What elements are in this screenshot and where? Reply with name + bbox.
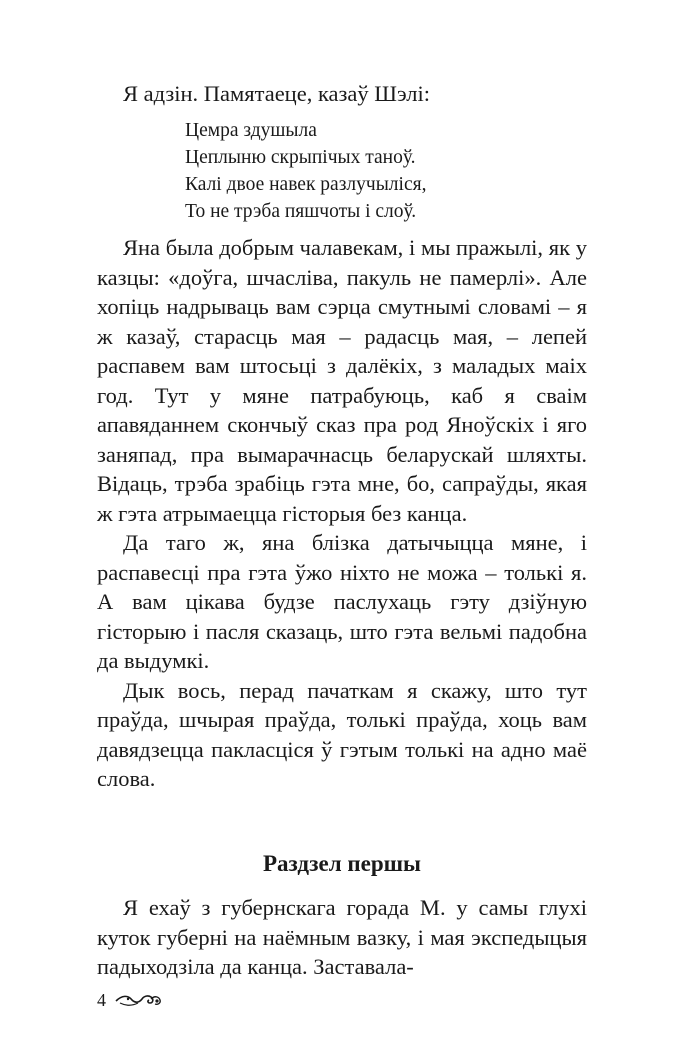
poem-line: Цеплыню скрыпічых таноў. <box>185 147 416 168</box>
poem-line: То не трэба пяшчоты і слоў. <box>185 201 417 222</box>
section-title: Раздзел першы <box>262 851 422 876</box>
poem-line: Цемра здушыла <box>185 120 317 141</box>
section-text <box>97 893 587 982</box>
poem-line: Калі двое навек разлучыліся, <box>185 174 427 195</box>
paragraph: Я ехаў з губернскага горада М. у самы глухі куток губерні на наёмным вазку, і мая экспедыцыя падыходзіла да канца. Заставала- <box>97 895 587 979</box>
book-page <box>97 0 587 1063</box>
paragraph: Дык вось, перад пачаткам я скажу, што тут праўда, шчырая праўда, толькі праўда, хоць вам давядзецца пакласціся ў гэтым толькі на адно маё слова. <box>97 677 587 791</box>
intro-line: Я адзін. Памятаеце, казаў Шэлі: <box>123 81 430 106</box>
poem-stanza <box>185 117 426 225</box>
decorative-flourish-icon <box>114 991 162 1009</box>
page-footer <box>97 989 162 1011</box>
paragraph: Яна была добрым чалавекам, і мы пражылі, як у казцы: «доўга, шчасліва, пакуль не памерлі». Але хопіць надрываць вам сэрца смутнымі словамі – я ж казаў, старасць мая – радасць мая, – лепей распавем вам штосьці з далёкіх, з маладых маіх год. Тут у мяне патрабуюць, каб я сваім апавяданнем скончыў сказ пра род Яноўскіх і яго заняпад, пра вымарачнасць беларускай шляхты. Відаць, трэба зрабіць гэта мне, бо, сапраўды, якая ж гэта атрымаецца гісторыя без канца. <box>97 235 587 526</box>
body-text <box>97 233 587 794</box>
paragraph: Да таго ж, яна блізка датычыцца мяне, і распавесці пра гэта ўжо ніхто не можа – толькі я. А вам цікава будзе паслухаць гэту дзіўную гісторыю і пасля сказаць, што гэта вельмі падобна да выдумкі. <box>97 530 587 673</box>
page-number: 4 <box>97 990 106 1010</box>
